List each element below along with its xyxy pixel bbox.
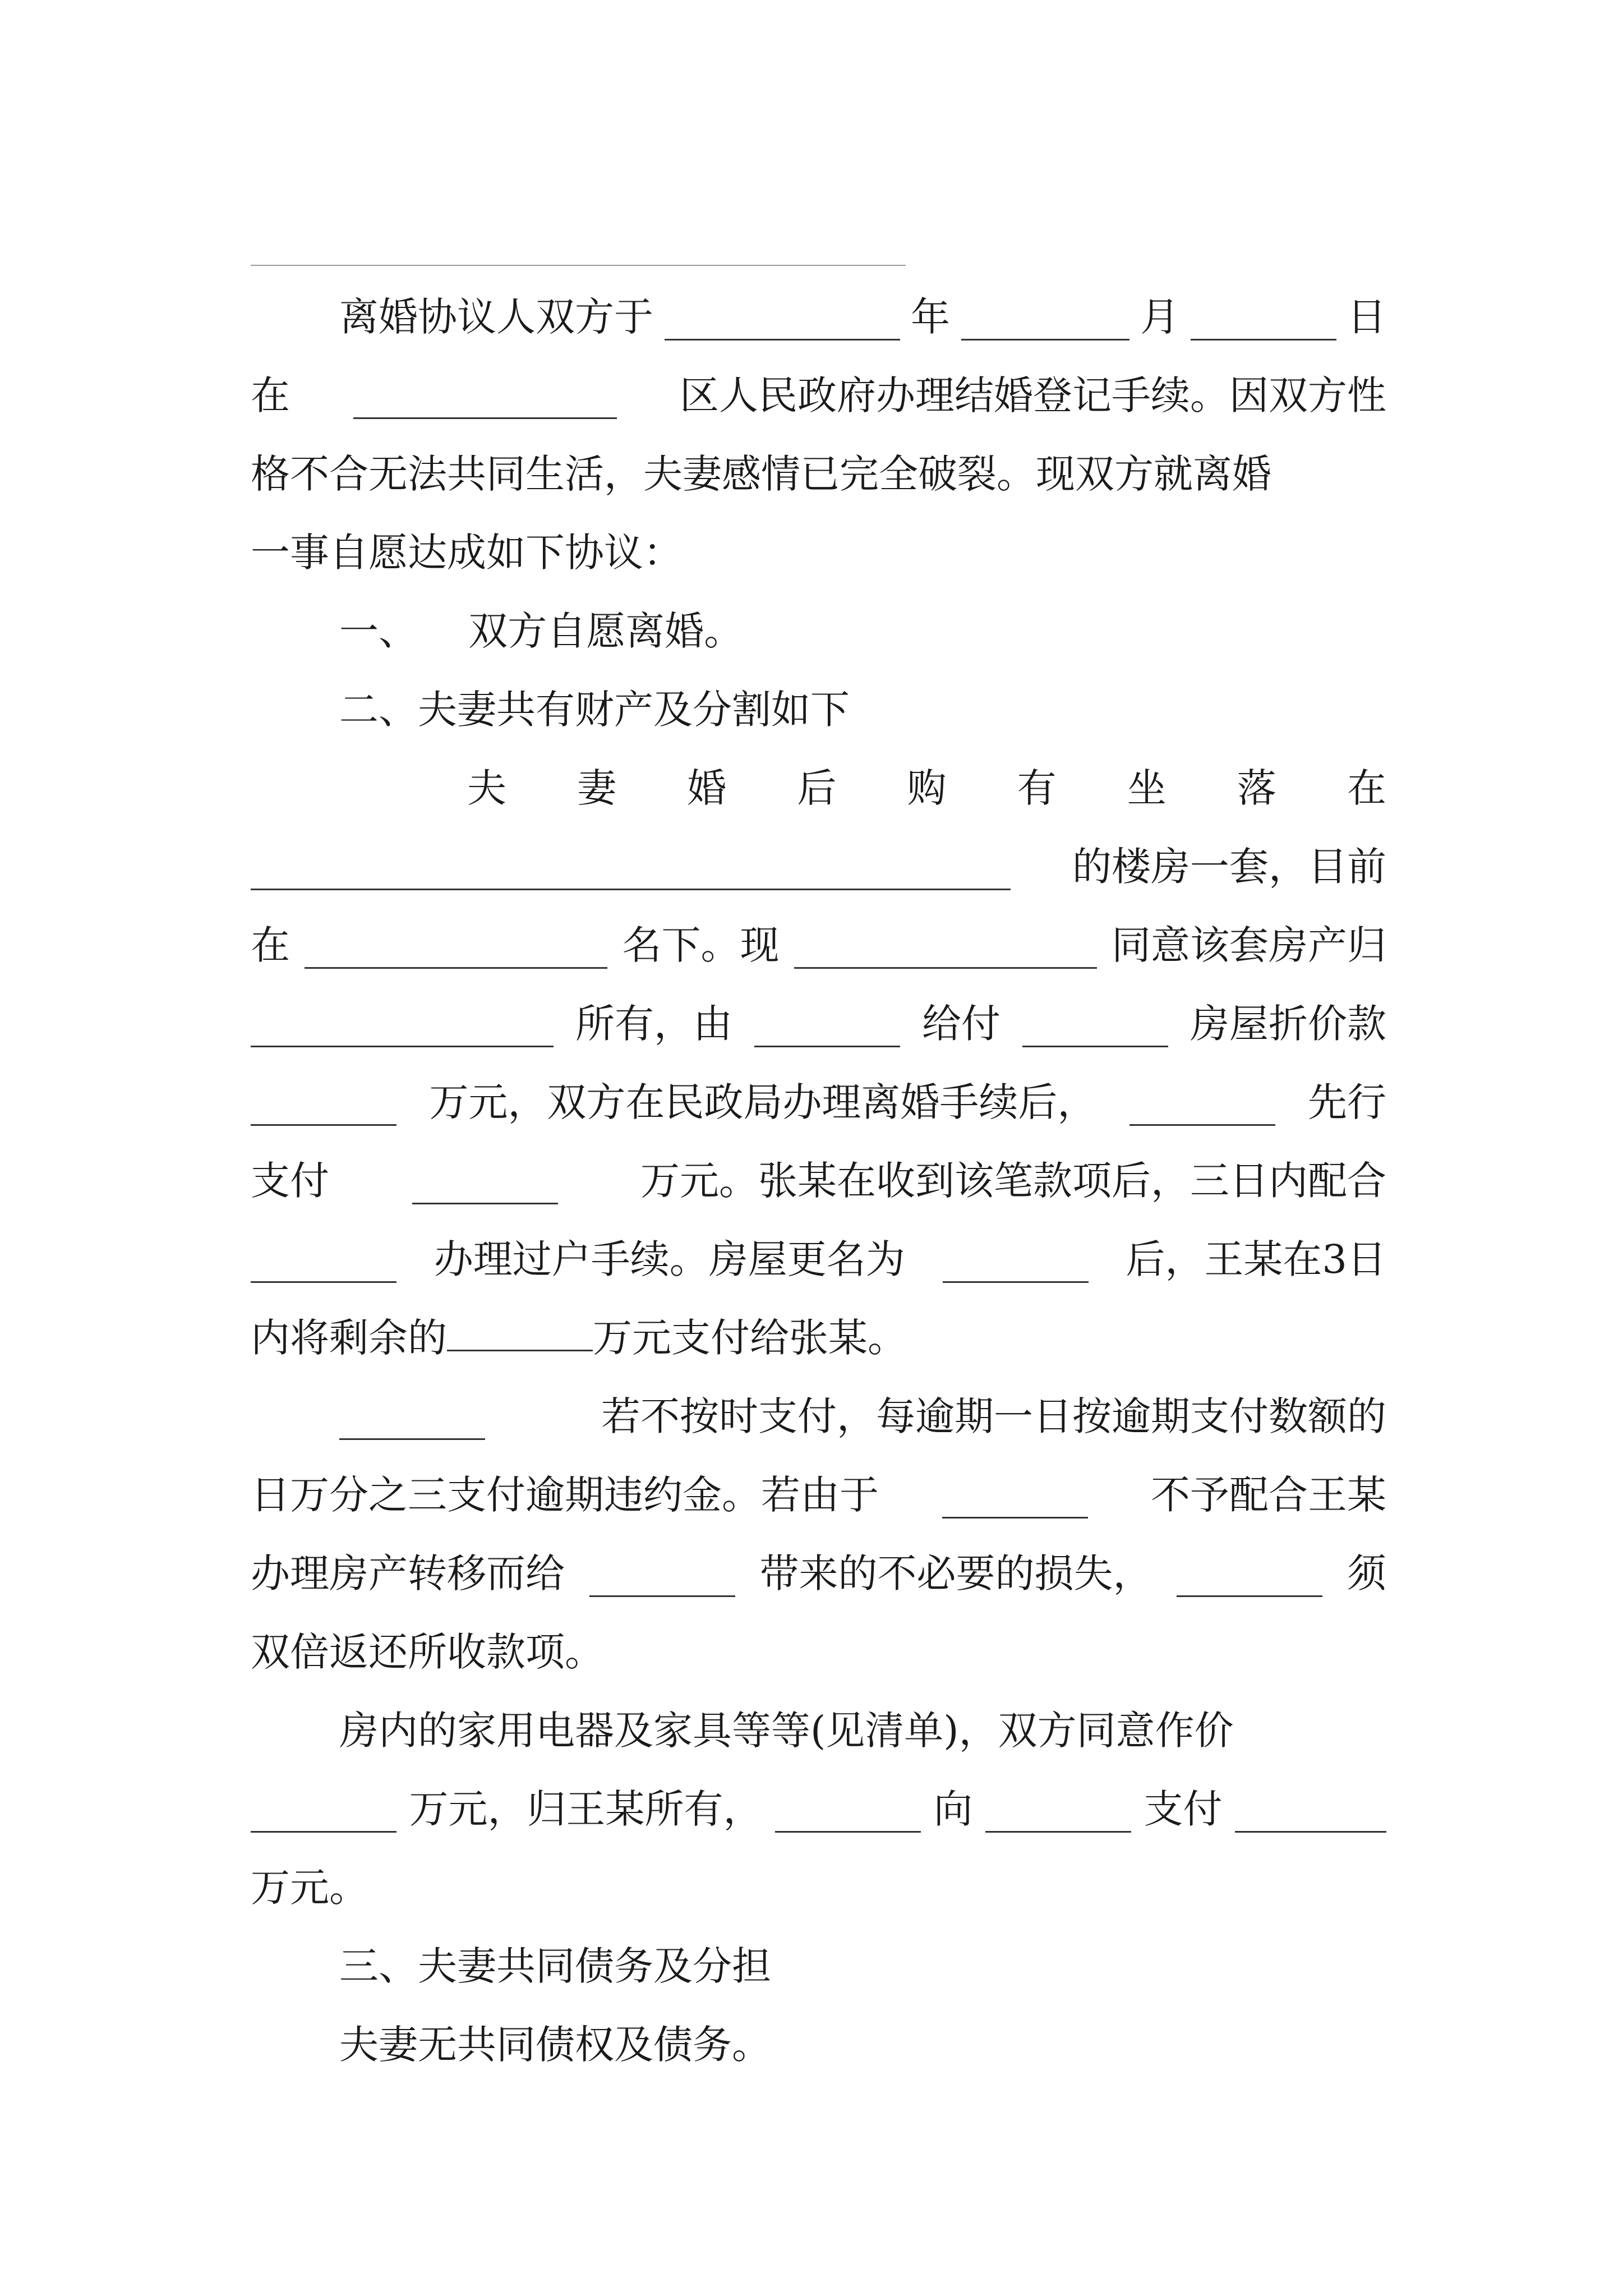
fill-blank bbox=[251, 1091, 396, 1126]
text-segment: 支付 bbox=[1144, 1786, 1223, 1832]
text-line bbox=[339, 278, 1386, 356]
text-segment: 购 bbox=[907, 765, 947, 811]
text-line bbox=[467, 749, 1386, 827]
text-segment: 不予配合王某 bbox=[1151, 1472, 1386, 1518]
fill-blank bbox=[961, 305, 1129, 341]
text-segment: 区人民政府办理结婚登记手续。因双方性 bbox=[680, 372, 1386, 418]
text-segment: 的楼房一套，目前 bbox=[1072, 844, 1386, 890]
text-segment: 万元，归王某所有， bbox=[409, 1786, 763, 1832]
fill-blank bbox=[339, 1405, 485, 1440]
fill-blank bbox=[251, 1797, 396, 1833]
text-line bbox=[251, 1613, 1386, 1691]
text-segment: 万元支付给张某。 bbox=[593, 1315, 907, 1361]
fill-blank bbox=[1129, 1091, 1275, 1126]
text-segment: 日万分之三支付逾期违约金。若由于 bbox=[251, 1472, 879, 1518]
text-segment: 房屋折价款 bbox=[1190, 1001, 1386, 1047]
text-segment: 带来的不必要的损失， bbox=[759, 1550, 1152, 1596]
header-rule bbox=[251, 265, 906, 266]
text-line bbox=[251, 1299, 1386, 1377]
text-segment: 后，王某在3日 bbox=[1126, 1236, 1386, 1282]
text-line bbox=[339, 592, 1386, 670]
fill-blank bbox=[1022, 1012, 1168, 1047]
text-line bbox=[251, 1220, 1386, 1299]
fill-blank bbox=[943, 1248, 1089, 1283]
text-segment: 内将剩余的 bbox=[251, 1315, 447, 1361]
text-segment: 二、夫妻共有财产及分割如下 bbox=[339, 687, 850, 733]
fill-blank bbox=[447, 1316, 593, 1351]
fill-blank bbox=[1235, 1797, 1386, 1833]
text-segment: 若不按时支付，每逾期一日按逾期支付数额的 bbox=[601, 1393, 1386, 1439]
text-segment: 名下。现 bbox=[622, 922, 780, 968]
text-line bbox=[251, 984, 1386, 1063]
text-segment: 万元。张某在收到该笔款项后，三日内配合 bbox=[640, 1158, 1386, 1204]
text-line bbox=[251, 827, 1386, 906]
text-line bbox=[251, 1456, 1386, 1534]
fill-blank bbox=[794, 933, 1097, 969]
text-segment: 先行 bbox=[1307, 1079, 1386, 1125]
text-segment: 年 bbox=[911, 294, 950, 340]
text-line bbox=[339, 1691, 1386, 1770]
text-segment: 落 bbox=[1237, 765, 1276, 811]
text-segment: 须 bbox=[1347, 1550, 1386, 1596]
fill-blank bbox=[1191, 305, 1336, 341]
text-segment: 办理过户手续。房屋更名为 bbox=[434, 1236, 905, 1282]
fill-blank bbox=[985, 1797, 1131, 1833]
text-segment: 夫 bbox=[467, 765, 506, 811]
text-segment: 夫妻无共同债权及债务。 bbox=[339, 2022, 771, 2068]
text-segment: 一事自愿达成如下协议： bbox=[251, 530, 683, 576]
text-segment: 在 bbox=[251, 922, 290, 968]
fill-blank bbox=[251, 855, 1011, 890]
text-line bbox=[251, 1770, 1386, 1848]
fill-blank bbox=[775, 1797, 921, 1833]
text-segment: 给付 bbox=[922, 1001, 1000, 1047]
fill-blank bbox=[589, 1562, 735, 1597]
text-segment: 房内的家用电器及家具等等(见清单)，双方同意作价 bbox=[339, 1708, 1234, 1754]
text-segment: 三、夫妻共同债务及分担 bbox=[339, 1943, 771, 1989]
section-number: 一、 bbox=[339, 608, 418, 654]
text-segment: 双倍返还所收款项。 bbox=[251, 1629, 604, 1675]
fill-blank bbox=[353, 384, 617, 419]
text-line bbox=[251, 906, 1386, 984]
text-line bbox=[251, 435, 1386, 513]
text-segment: 所有，由 bbox=[575, 1001, 732, 1047]
text-line bbox=[339, 1377, 1386, 1456]
text-segment: 万元。 bbox=[251, 1865, 368, 1911]
text-line bbox=[251, 1534, 1386, 1613]
text-segment: 婚 bbox=[687, 765, 727, 811]
fill-blank bbox=[754, 1012, 900, 1047]
text-segment: 在 bbox=[251, 372, 290, 418]
text-line bbox=[251, 356, 1386, 435]
text-segment: 同意该套房产归 bbox=[1112, 922, 1386, 968]
fill-blank bbox=[305, 933, 607, 969]
text-line bbox=[251, 1848, 1386, 1927]
text-segment: 月 bbox=[1140, 294, 1179, 340]
text-segment: 离婚协议人双方于 bbox=[339, 294, 653, 340]
text-segment: 妻 bbox=[577, 765, 617, 811]
section-heading bbox=[339, 1927, 1386, 2005]
text-segment: 万元，双方在民政局办理离婚手续后， bbox=[429, 1079, 1097, 1125]
fill-blank bbox=[1177, 1562, 1322, 1597]
text-segment: 双方自愿离婚。 bbox=[468, 608, 744, 654]
text-segment: 格不合无法共同生活，夫妻感情已完全破裂。现双方就离婚 bbox=[251, 451, 1271, 497]
fill-blank bbox=[251, 1248, 396, 1283]
text-segment: 向 bbox=[933, 1786, 973, 1832]
text-segment: 在 bbox=[1347, 765, 1386, 811]
text-segment: 有 bbox=[1017, 765, 1057, 811]
text-line bbox=[251, 1063, 1386, 1142]
text-line bbox=[251, 513, 1386, 592]
section-heading bbox=[339, 670, 1386, 749]
fill-blank bbox=[665, 305, 900, 341]
text-segment: 支付 bbox=[251, 1158, 329, 1204]
text-segment: 坐 bbox=[1127, 765, 1166, 811]
fill-blank bbox=[942, 1483, 1088, 1519]
text-segment: 日 bbox=[1347, 294, 1386, 340]
text-segment: 后 bbox=[797, 765, 837, 811]
fill-blank bbox=[412, 1169, 558, 1204]
text-segment: 办理房产转移而给 bbox=[251, 1550, 565, 1596]
text-line bbox=[339, 2005, 1386, 2084]
fill-blank bbox=[251, 1012, 554, 1047]
text-line bbox=[251, 1142, 1386, 1220]
